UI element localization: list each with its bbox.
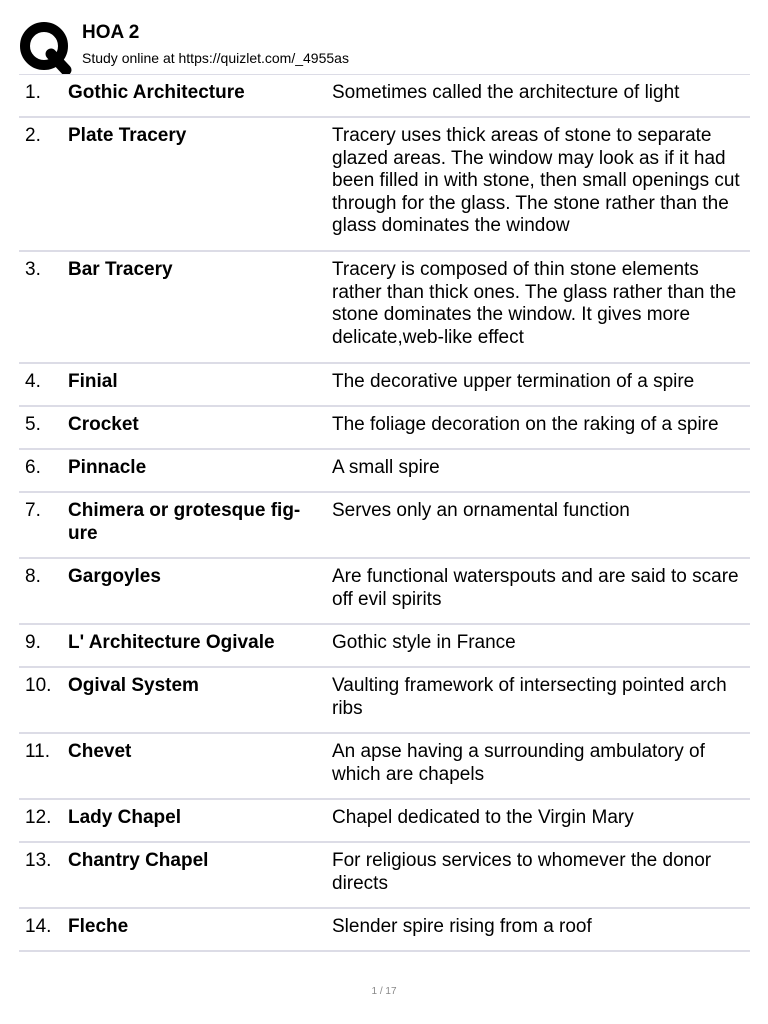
card-term: Fleche: [68, 916, 129, 937]
card-term: Chevet: [68, 741, 132, 762]
card-definition: Tracery is composed of thin stone elements rather than thick ones. The glass rather than the stone dominates the window. It gives more delicate,web-like effect: [332, 259, 737, 348]
card-number: 10.: [25, 675, 52, 696]
card-number: 5.: [25, 414, 41, 435]
card-number: 14.: [25, 916, 52, 937]
card-definition: Slender spire rising from a roof: [332, 916, 592, 937]
card-number: 1.: [25, 82, 41, 103]
flashcard-row: [19, 668, 750, 734]
card-definition: The decorative upper termination of a spire: [332, 371, 695, 392]
flashcard-list: [19, 74, 750, 952]
card-term: Finial: [68, 371, 118, 392]
page-header: [0, 0, 768, 74]
card-number: 4.: [25, 371, 41, 392]
flashcard-row: [19, 75, 750, 118]
flashcard-row: [19, 800, 750, 843]
card-definition: An apse having a surrounding ambulatory of which are chapels: [332, 741, 705, 785]
card-number: 6.: [25, 457, 41, 478]
set-title: HOA 2: [82, 22, 140, 43]
card-term: Lady Chapel: [68, 807, 181, 828]
card-number: 8.: [25, 566, 41, 587]
card-term: Gargoyles: [68, 566, 161, 587]
card-definition: Serves only an ornamental function: [332, 500, 630, 521]
card-number: 13.: [25, 850, 52, 871]
card-definition: A small spire: [332, 457, 440, 478]
quizlet-logo-icon: [20, 22, 72, 74]
card-definition: Chapel dedicated to the Virgin Mary: [332, 807, 634, 828]
flashcard-row: [19, 559, 750, 625]
card-definition: Vaulting framework of intersecting pointed arch ribs: [332, 675, 727, 719]
flashcard-row: [19, 625, 750, 668]
flashcard-row: [19, 909, 750, 952]
flashcard-row: [19, 364, 750, 407]
flashcard-row: [19, 118, 750, 252]
page-indicator: 1 / 17: [371, 986, 397, 997]
flashcard-row: [19, 734, 750, 800]
card-definition: For religious services to whomever the donor directs: [332, 850, 712, 894]
card-definition: The foliage decoration on the raking of a spire: [332, 414, 719, 435]
card-number: 11.: [25, 741, 51, 762]
card-term: Pinnacle: [68, 457, 147, 478]
flashcard-row: [19, 252, 750, 364]
card-term: L' Architecture Ogivale: [68, 632, 275, 653]
card-number: 7.: [25, 500, 41, 521]
card-definition: Gothic style in France: [332, 632, 516, 653]
card-number: 9.: [25, 632, 41, 653]
card-definition: Sometimes called the architecture of light: [332, 82, 680, 103]
flashcard-row: [19, 407, 750, 450]
card-term: Bar Tracery: [68, 259, 173, 280]
card-term: Chimera or grotesque fig-ure: [68, 500, 301, 544]
card-term: Plate Tracery: [68, 125, 187, 146]
card-number: 3.: [25, 259, 41, 280]
flashcard-row: [19, 843, 750, 909]
card-term: Ogival System: [68, 675, 199, 696]
card-term: Chantry Chapel: [68, 850, 209, 871]
study-online-link[interactable]: Study online at https://quizlet.com/_4955as: [82, 50, 349, 66]
flashcard-row: [19, 493, 750, 559]
card-number: 2.: [25, 125, 41, 146]
card-definition: Tracery uses thick areas of stone to separate glazed areas. The window may look as if it had been filled in with stone, then small openings cut through for the glass. The stone rather than the glass dominates the window: [332, 125, 740, 237]
card-number: 12.: [25, 807, 52, 828]
card-definition: Are functional waterspouts and are said to scare off evil spirits: [332, 566, 739, 610]
card-term: Gothic Architecture: [68, 82, 245, 103]
card-term: Crocket: [68, 414, 139, 435]
flashcard-row: [19, 450, 750, 493]
